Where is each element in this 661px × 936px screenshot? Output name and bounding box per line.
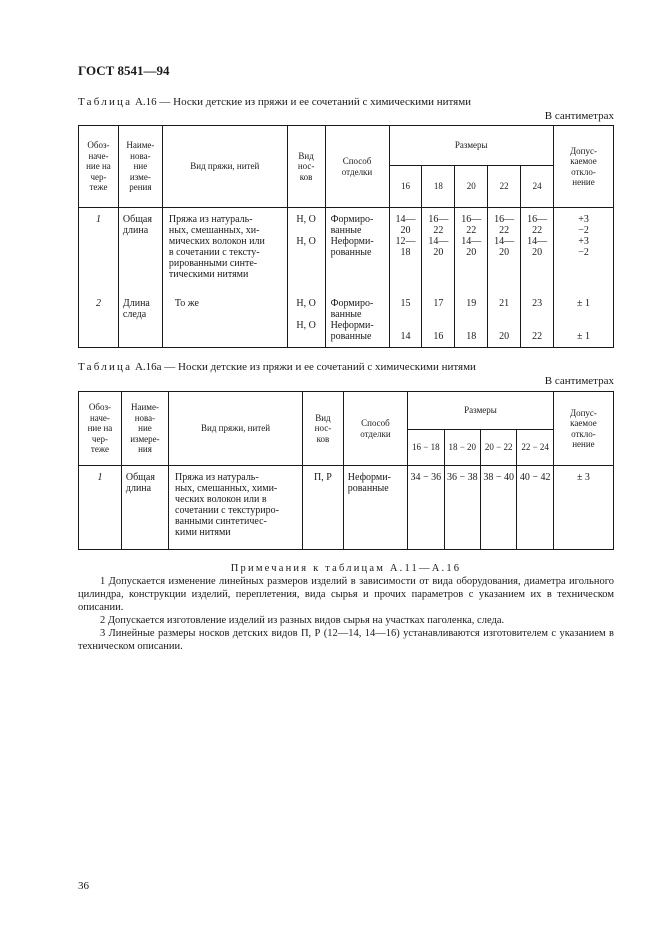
notes-title: Примечания к таблицам А.11—А.16	[230, 563, 462, 574]
header-tolerance: Допус- каемое откло- нение	[553, 392, 613, 466]
header-size: 24	[521, 166, 554, 208]
header-measure-name: Наиме- нова- ние изме- рения	[118, 126, 162, 208]
row-size-value: 34 − 36	[408, 466, 444, 550]
page-number: 36	[78, 880, 89, 892]
table-row	[79, 290, 614, 348]
table-row	[79, 208, 614, 290]
header-size: 22	[488, 166, 521, 208]
row-size-value: 17 16	[422, 290, 455, 348]
notes-section	[78, 562, 614, 653]
header-size: 16	[389, 166, 422, 208]
row-sock-kind: П, Р	[303, 466, 344, 550]
row-tolerance: ± 3	[553, 466, 613, 550]
header-sizes: Размеры	[408, 392, 554, 430]
row-size-value: 14— 20 12— 18	[389, 208, 422, 290]
row-measure-name: Длина следа	[118, 290, 162, 348]
note-item: 1 Допускается изменение линейных размеров изделий в зависимости от вида оборудования, диаметра игольного цилиндра, конструкции изделий, переплетения, вида сырья и прочих параметров с указанием их в техническом описании.	[78, 576, 614, 613]
row-tolerance: ± 1 ± 1	[554, 290, 614, 348]
row-measure-name: Общая длина	[121, 466, 168, 550]
row-size-value: 38 − 40	[481, 466, 517, 550]
header-yarn-type: Вид пряжи, нитей	[162, 126, 287, 208]
row-yarn-type: То же	[162, 290, 287, 348]
row-size-value: 16— 22 14— 20	[521, 208, 554, 290]
row-size-value: 15 14	[389, 290, 422, 348]
row-size-value: 36 − 38	[444, 466, 480, 550]
row-size-value: 21 20	[488, 290, 521, 348]
table16a-units: В сантиметрах	[544, 375, 614, 387]
row-size-value: 23 22	[521, 290, 554, 348]
header-size: 18	[422, 166, 455, 208]
header-sock-kind: Вид нос- ков	[287, 126, 325, 208]
header-designation: Обоз- наче- ние на чер- теже	[79, 392, 122, 466]
row-size-value: 16— 22 14— 20	[422, 208, 455, 290]
row-size-value: 19 18	[455, 290, 488, 348]
table16a-caption-label: Таблица	[78, 361, 133, 373]
table16-caption-text: А.16 — Носки детские из пряжи и ее сочетаний с химическими нитями	[134, 96, 472, 108]
header-size-range: 16 − 18	[408, 430, 444, 466]
header-size-range: 20 − 22	[481, 430, 517, 466]
row-number: 2	[79, 290, 119, 348]
row-number: 1	[79, 208, 119, 290]
table16-caption	[78, 96, 471, 108]
row-finish-method: Формиро- ванные Неформи- рованные	[325, 290, 389, 348]
row-measure-name: Общая длина	[118, 208, 162, 290]
row-finish-method: Неформи- рованные	[343, 466, 407, 550]
row-size-value: 16— 22 14— 20	[455, 208, 488, 290]
header-size: 20	[455, 166, 488, 208]
table16	[78, 125, 614, 348]
table16a	[78, 391, 614, 550]
row-size-value: 40 − 42	[517, 466, 553, 550]
header-finish-method: Способ отделки	[343, 392, 407, 466]
row-size-value: 16— 22 14— 20	[488, 208, 521, 290]
row-sock-kind: Н, О Н, О	[287, 290, 325, 348]
header-size-range: 22 − 24	[517, 430, 553, 466]
table16a-caption	[78, 361, 476, 373]
note-item: 3 Линейные размеры носков детских видов П, Р (12—14, 14—16) устанавливаются изготовителем с указанием в техническом описании.	[78, 628, 614, 652]
header-measure-name: Наиме- нова- ние измере- ния	[121, 392, 168, 466]
row-finish-method: Формиро- ванные Неформи- рованные	[325, 208, 389, 290]
row-sock-kind: Н, О Н, О	[287, 208, 325, 290]
row-yarn-type: Пряжа из натураль- ных, смешанных, хи- мических волокон или в сочетании с тексту- рированными синте- тическими нитями	[162, 208, 287, 290]
header-finish-method: Способ отделки	[325, 126, 389, 208]
table16-units: В сантиметрах	[544, 110, 614, 122]
table16a-caption-text: А.16а — Носки детские из пряжи и ее сочетаний с химическими нитями	[134, 361, 476, 373]
header-sizes: Размеры	[389, 126, 554, 166]
header-size-range: 18 − 20	[444, 430, 480, 466]
header-yarn-type: Вид пряжи, нитей	[169, 392, 303, 466]
note-item: 2 Допускается изготовление изделий из разных видов сырья на участках паголенка, следа.	[100, 615, 505, 626]
header-designation: Обоз- наче- ние на чер- теже	[79, 126, 119, 208]
header-sock-kind: Вид нос- ков	[303, 392, 344, 466]
row-yarn-type: Пряжа из натураль- ных, смешанных, хими- ческих волокон или в сочетании с текстуриро- ванными синтетичес- кими нитями	[169, 466, 303, 550]
document-header: ГОСТ 8541—94	[78, 63, 170, 78]
table16-caption-label: Таблица	[78, 96, 133, 108]
row-tolerance: +3 −2 +3 −2	[554, 208, 614, 290]
header-tolerance: Допус- каемое откло- нение	[554, 126, 614, 208]
row-number: 1	[79, 466, 122, 550]
table-row	[79, 466, 614, 550]
